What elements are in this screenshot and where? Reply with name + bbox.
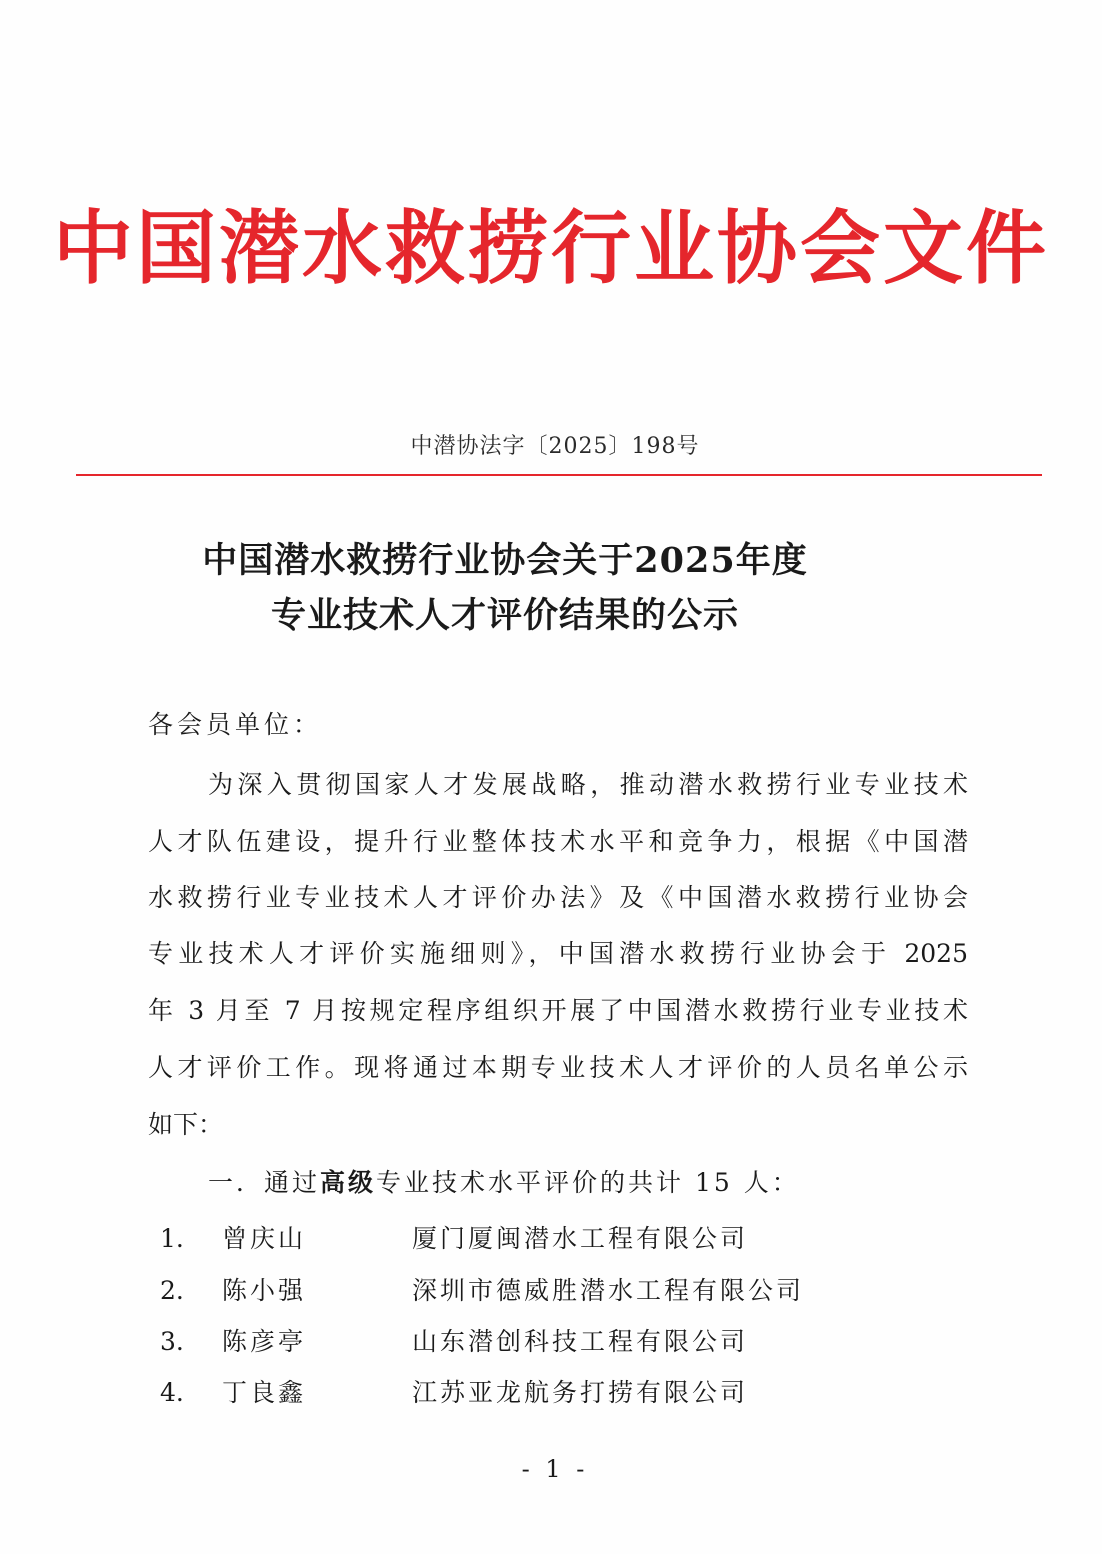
list-item-number: 3. [160,1327,184,1356]
paragraph-line: 年 3 月至 7 月按规定程序组织开展了中国潜水救捞行业专业技术 [148,996,968,1025]
list-item-number: 1. [160,1224,184,1253]
paragraph-line: 专业技术人才评价实施细则》，中国潜水救捞行业协会于 2025 [148,939,968,968]
list-item-name: 陈彦亭 [222,1327,307,1356]
issuing-organization-header: 中国潜水救捞行业协会文件 [53,201,1049,295]
list-item-organization: 江苏亚龙航务打捞有限公司 [412,1378,749,1407]
section-heading-prefix: 一．通过 [208,1168,321,1197]
paragraph-line: 水救捞行业专业技术人才评价办法》及《中国潜水救捞行业协会 [148,883,968,912]
list-item-organization: 厦门厦闽潜水工程有限公司 [412,1224,749,1253]
list-item-organization: 山东潜创科技工程有限公司 [412,1327,749,1356]
paragraph-line: 如下： [148,1110,224,1139]
list-item-name: 曾庆山 [222,1224,307,1253]
section-heading-senior [208,1163,800,1203]
document-title-line-1: 中国潜水救捞行业协会关于2025年度 [202,540,808,581]
list-item-name: 丁良鑫 [222,1378,307,1407]
section-heading-suffix: 专业技术水平评价的共计 15 人： [376,1168,800,1197]
list-item-organization: 深圳市德威胜潜水工程有限公司 [412,1276,805,1305]
page-number: - 1 - [521,1455,589,1483]
header-divider-rule [76,474,1042,476]
paragraph-line: 人才评价工作。现将通过本期专业技术人才评价的人员名单公示 [148,1053,968,1082]
document-title-line-2: 专业技术人才评价结果的公示 [270,595,739,636]
paragraph-line: 为深入贯彻国家人才发展战略，推动潜水救捞行业专业技术 [208,770,968,799]
document-number: 中潜协法字〔2025〕198号 [410,434,700,459]
salutation: 各会员单位： [148,710,323,739]
list-item-number: 4. [160,1378,184,1407]
list-item-number: 2. [160,1276,184,1305]
section-heading-level: 高级 [320,1168,377,1197]
list-item-name: 陈小强 [222,1276,307,1305]
paragraph-line: 人才队伍建设，提升行业整体技术水平和竞争力，根据《中国潜 [148,827,968,856]
